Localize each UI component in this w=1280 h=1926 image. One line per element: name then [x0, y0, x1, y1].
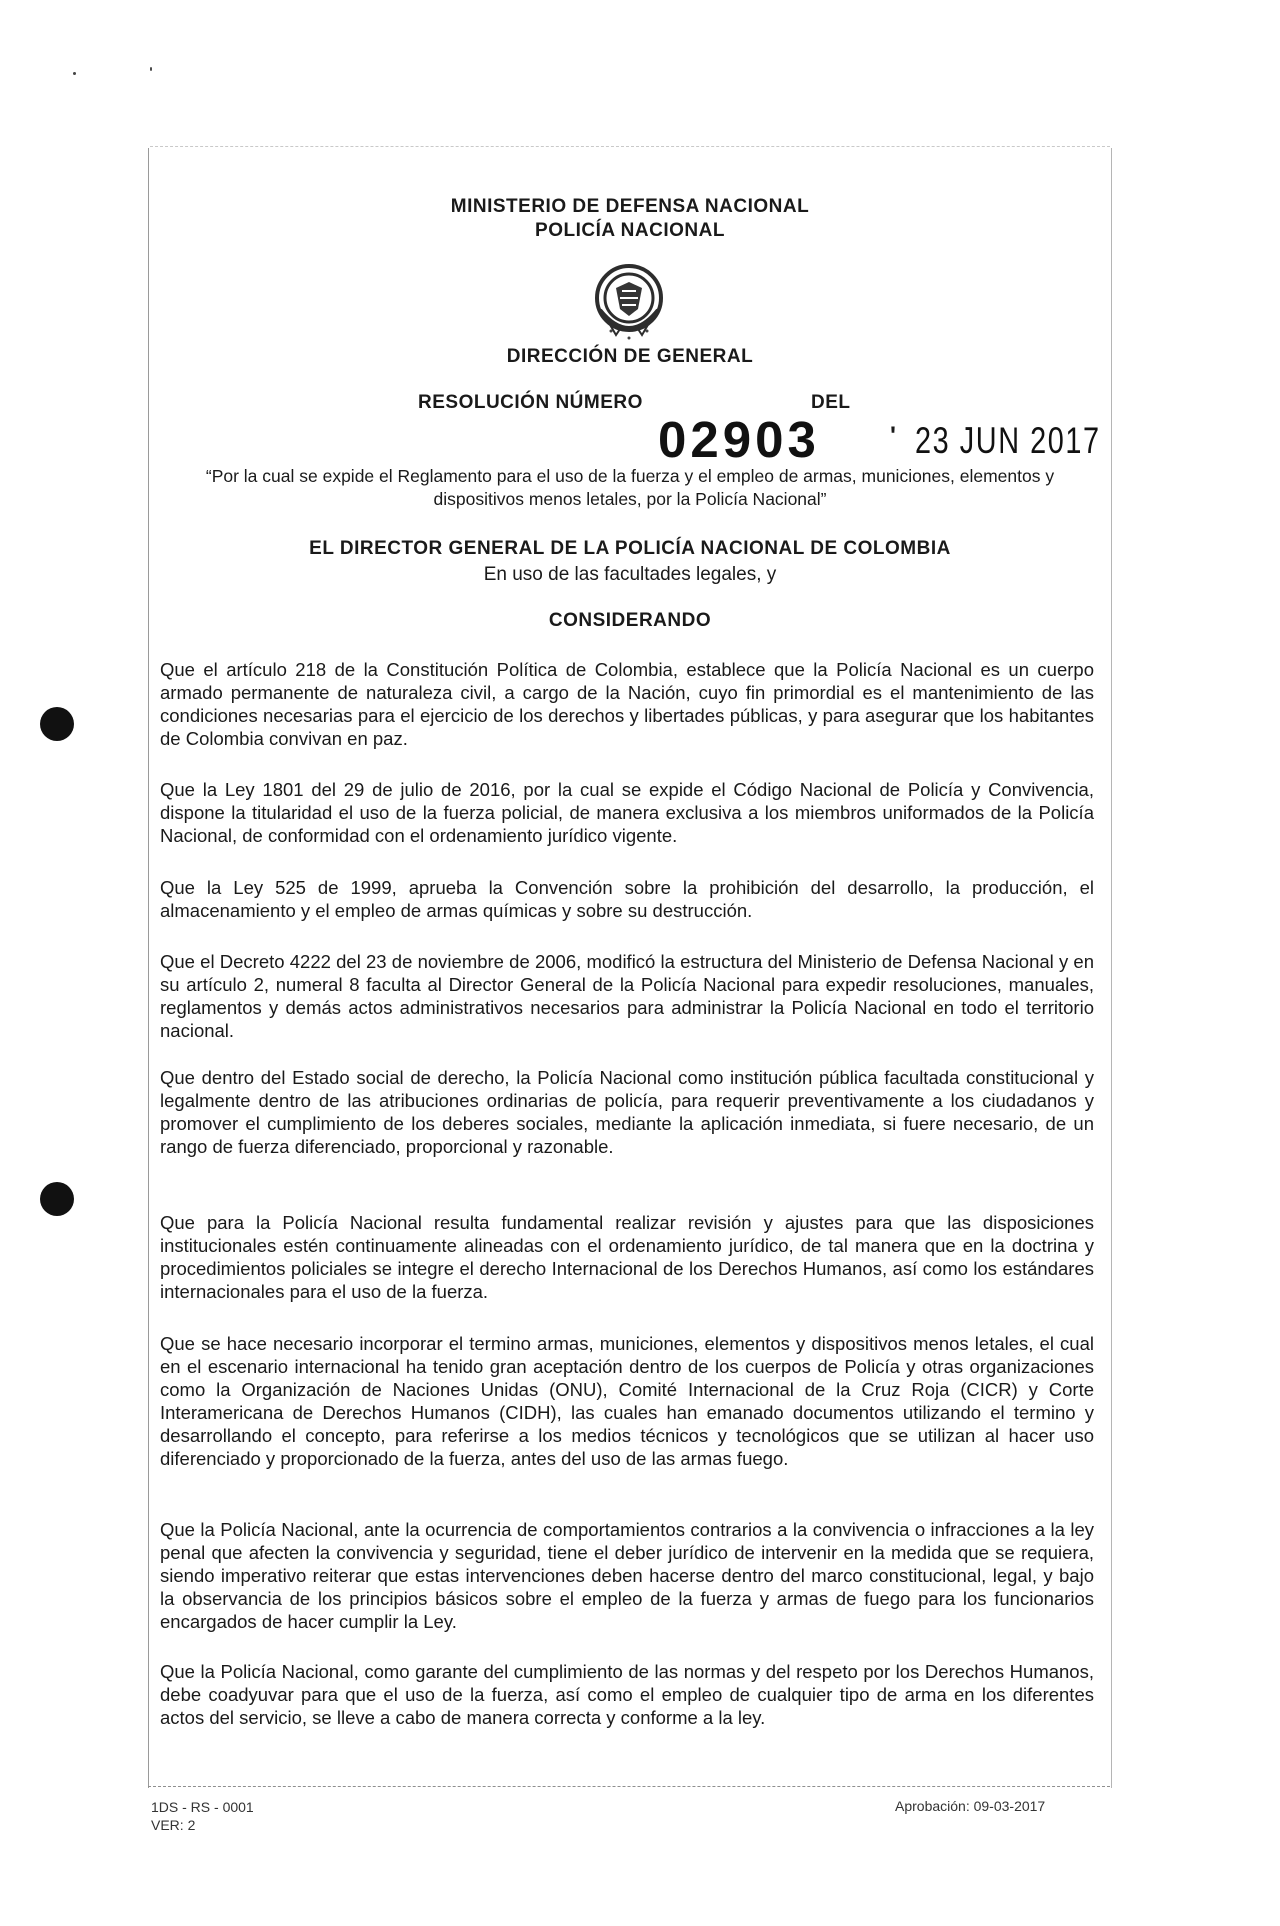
- direction-heading: DIRECCIÓN DE GENERAL: [506, 346, 754, 367]
- authority-title: EL DIRECTOR GENERAL DE LA POLICÍA NACIONAL DE COLOMBIA: [309, 538, 951, 559]
- resolution-subject: “Por la cual se expide el Reglamento para el uso de la fuerza y el empleo de armas, municiones, elementos y dispositivos menos letales, por la Policía Nacional”: [205, 466, 1055, 509]
- considerando-paragraph: Que el Decreto 4222 del 23 de noviembre de 2006, modificó la estructura del Ministerio de Defensa Nacional y en su artículo 2, numeral 8 faculta al Director General de la Policía Nacional para expedir resoluciones, manuales, reglamentos y demás actos administrativos necesarios para administrar la Policía Nacional en todo el territorio nacional.: [160, 951, 1094, 1041]
- considerando-paragraph: Que se hace necesario incorporar el termino armas, municiones, elementos y dispositivos menos letales, el cual en el escenario internacional ha tenido gran aceptación dentro de los cuerpos de Policía y otras organizaciones como la Organización de Naciones Unidas (ONU), Comité Internacional de la Cruz Roja (CICR) y Corte Interamericana de Derechos Humanos (CIDH), las cuales han emanado documentos utilizando el termino y desarrollando el concepto, para referirse a los medios técnicos y tecnológicos que se utilizan al hacer uso diferenciado y proporcionado de la fuerza, antes del uso de las armas fuego.: [160, 1333, 1094, 1469]
- police-heading: POLICÍA NACIONAL: [535, 220, 725, 241]
- authority-faculties: En uso de las facultades legales, y: [483, 564, 777, 585]
- scan-speck: [150, 67, 152, 71]
- scan-speck: [73, 72, 76, 75]
- stamp-mark: ': [890, 422, 896, 450]
- approval-date: Aprobación: 09-03-2017: [895, 1798, 1046, 1814]
- considerando-paragraph: Que para la Policía Nacional resulta fundamental realizar revisión y ajustes para que las disposiciones institucionales estén continuamente alineadas con el ordenamiento jurídico, de tal manera que en la doctrina y procedimientos policiales se integre el derecho Internacional de los Derechos Humanos, así como los estándares internacionales para el uso de la fuerza.: [160, 1212, 1094, 1302]
- frame-top-line: [150, 146, 1110, 147]
- considerando-paragraph: Que dentro del Estado social de derecho, la Policía Nacional como institución pública facultada constitucional y legalmente dentro de las atribuciones ordinarias de policía, para requerir preventivamente a los ciudadanos y promover el cumplimiento de los deberes sociales, mediante la aplicación inmediata, si fuere necesario, de un rango de fuerza diferenciado, proporcional y razonable.: [160, 1067, 1094, 1157]
- frame-bottom-line: [148, 1786, 1110, 1787]
- punch-hole: [40, 707, 74, 741]
- resolution-number: 02903: [658, 411, 820, 468]
- considerando-paragraph: Que la Ley 525 de 1999, aprueba la Convención sobre la prohibición del desarrollo, la producción, el almacenamiento y el empleo de armas químicas y sobre su destrucción.: [160, 877, 1094, 921]
- document-code: 1DS - RS - 0001: [151, 1799, 254, 1815]
- considerando-paragraph: Que el artículo 218 de la Constitución Política de Colombia, establece que la Policía Nacional es un cuerpo armado permanente de naturaleza civil, a cargo de la Nación, cuyo fin primordial es el mantenimiento de las condiciones necesarias para el ejercicio de los derechos y libertades públicas, y para asegurar que los habitantes de Colombia convivan en paz.: [160, 659, 1094, 749]
- document-code-block: [151, 1798, 254, 1834]
- document-version: VER: 2: [151, 1817, 196, 1833]
- considerando-paragraph: Que la Ley 1801 del 29 de julio de 2016, por la cual se expide el Código Nacional de Policía y Convivencia, dispone la titularidad el uso de la fuerza policial, de manera exclusiva a los miembros uniformados de la Policía Nacional, de conformidad con el ordenamiento jurídico vigente.: [160, 779, 1094, 846]
- ministry-heading: MINISTERIO DE DEFENSA NACIONAL: [450, 196, 810, 217]
- resolution-date: 23 JUN 2017: [915, 420, 1101, 461]
- considerando-paragraph: Que la Policía Nacional, como garante del cumplimiento de las normas y del respeto por los Derechos Humanos, debe coadyuvar para que el uso de la fuerza, así como el empleo de cualquier tipo de arma en los diferentes actos del servicio, se lleve a cabo de manera correcta y conforme a la ley.: [160, 1661, 1094, 1728]
- punch-hole: [40, 1182, 74, 1216]
- resolution-label: RESOLUCIÓN NÚMERO: [418, 392, 643, 413]
- considerando-heading: CONSIDERANDO: [548, 610, 712, 631]
- del-label: DEL: [811, 392, 851, 413]
- police-seal-icon: [591, 262, 667, 346]
- considerando-paragraph: Que la Policía Nacional, ante la ocurrencia de comportamientos contrarios a la convivencia o infracciones a la ley penal que afecten la convivencia y seguridad, tiene el deber jurídico de intervenir en la medida que se requiera, siendo imperativo reiterar que estas intervenciones deben hacerse dentro del marco constitucional, legal, y bajo la observancia de los principios básicos sobre el empleo de la fuerza y armas de fuego para los funcionarios encargados de hacer cumplir la Ley.: [160, 1519, 1094, 1632]
